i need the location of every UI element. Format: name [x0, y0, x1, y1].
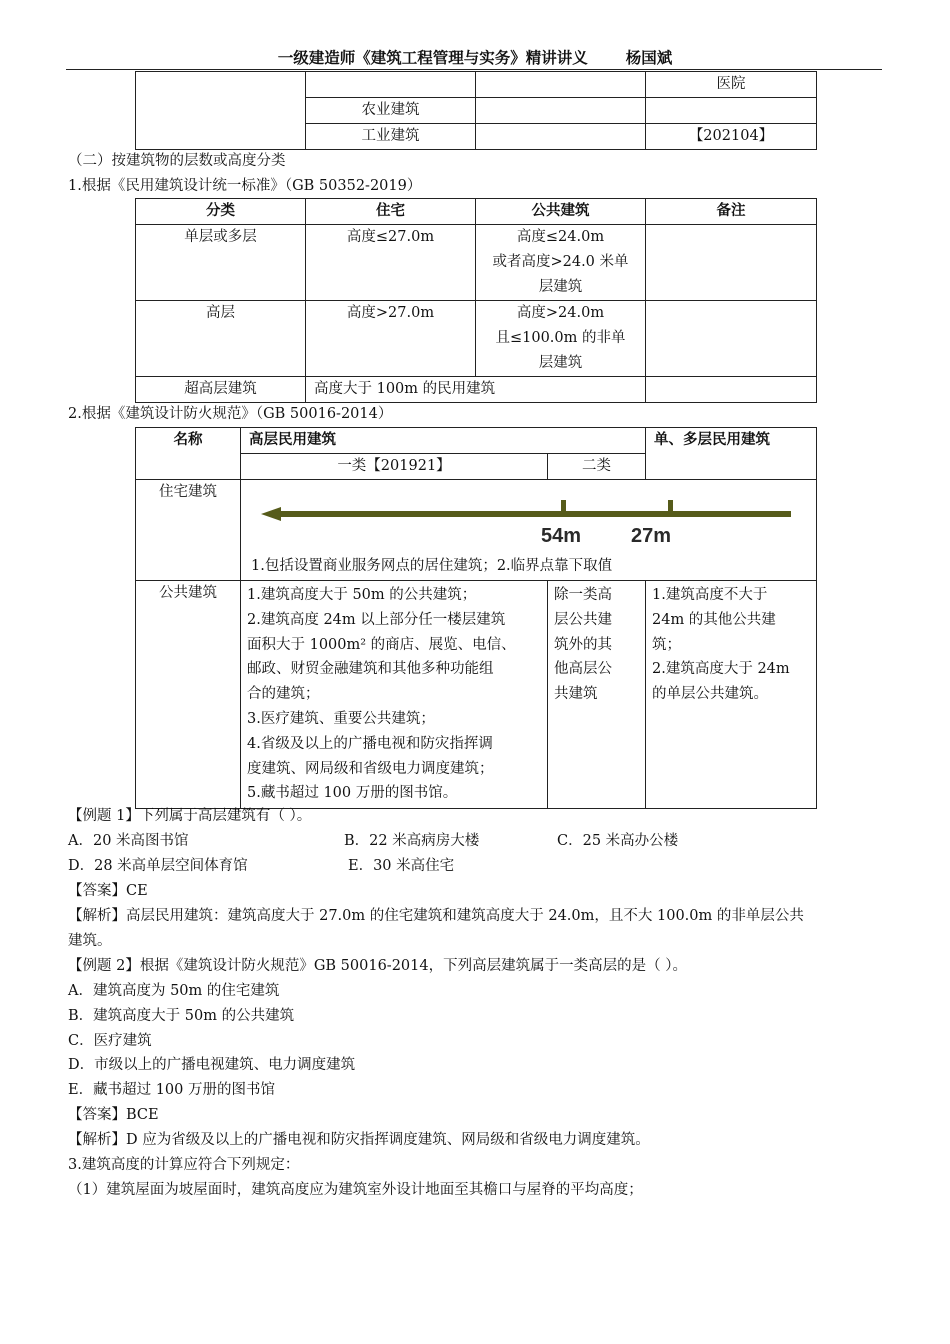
table-cell: 【202104】 [646, 124, 817, 150]
header-author: 杨国斌 [625, 49, 673, 67]
arrow-head-icon [261, 507, 281, 521]
arrow-label-27m: 27m [631, 525, 672, 547]
example2-option-a: A．建筑高度为 50m 的住宅建筑 [68, 983, 280, 999]
arrow-label-54m: 54m [541, 525, 582, 547]
example1-option-a: A．20 米高图书馆 [68, 833, 189, 849]
example1-option-c: C．25 米高办公楼 [557, 833, 679, 849]
tick-27m [668, 500, 673, 512]
cell-line: 高度>24.0m [516, 305, 605, 321]
table-cell [136, 72, 306, 150]
row-label: 住宅建筑 [136, 480, 241, 581]
cell-line: 的单层公共建筑。 [652, 686, 768, 703]
cell-line: 2.建筑高度 24m 以上部分任一楼层建筑 [247, 611, 506, 628]
cell-line: 合的建筑； [247, 686, 320, 703]
tick-54m [561, 500, 566, 512]
example2-option-e: E．藏书超过 100 万册的图书馆 [68, 1082, 275, 1098]
table-cell [476, 98, 646, 124]
table-cell [646, 377, 817, 403]
column-header: 二类 [548, 454, 646, 480]
example2-answer: 【答案】BCE [68, 1107, 159, 1123]
cell-line: 高度≤24.0m [516, 229, 605, 245]
example1-option-b: B．22 米高病房大楼 [344, 833, 480, 849]
subsection-heading: 1.根据《民用建筑设计统一标准》（GB 50352-2019） [68, 178, 422, 194]
table-cell: 单层或多层 [136, 225, 306, 301]
example2-option-d: D．市级以上的广播电视建筑、电力调度建筑 [68, 1057, 356, 1073]
public-class1-cell [241, 581, 548, 809]
building-use-table-continued [135, 71, 817, 150]
column-header: 一类【201921】 [241, 454, 548, 480]
example2-option-b: B．建筑高度大于 50m 的公共建筑 [68, 1008, 295, 1024]
table-cell [306, 72, 476, 98]
height-arrow-diagram [241, 480, 815, 554]
public-low-rise-cell [646, 581, 817, 809]
example1-question: 【例题 1】下列属于高层建筑有（ ）。 [68, 808, 312, 824]
table-cell [476, 72, 646, 98]
cell-line: 筑； [652, 636, 681, 653]
table-cell [646, 301, 817, 377]
cell-line: 2.建筑高度大于 24m [652, 661, 790, 678]
table-cell [646, 225, 817, 301]
cell-line: 4.省级及以上的广播电视和防灾指挥调 [247, 735, 493, 752]
cell-line: 1.建筑高度不大于 [652, 587, 768, 603]
example1-explanation-cont: 建筑。 [68, 933, 112, 949]
fire-code-classification-table [135, 427, 817, 809]
example1-option-d: D．28 米高单层空间体育馆 [68, 858, 248, 874]
column-header: 公共建筑 [476, 199, 646, 225]
cell-line: 或者高度>24.0 米单 [492, 254, 629, 270]
height-classification-table [135, 198, 817, 403]
cell-line: 层公共建 [554, 611, 612, 628]
table-cell [646, 98, 817, 124]
cell-line: 共建筑 [554, 686, 598, 703]
rule-paragraph: （1）建筑屋面为坡屋面时，建筑高度应为建筑室外设计地面至其檐口与屋脊的平均高度； [68, 1182, 643, 1198]
column-header: 住宅 [306, 199, 476, 225]
example2-option-c: C．医疗建筑 [68, 1033, 152, 1049]
arrow-shaft [279, 511, 791, 517]
subsection-heading: 3.建筑高度的计算应符合下列规定： [68, 1157, 300, 1173]
table-cell: 高度≤27.0m [306, 225, 476, 301]
cell-line: 他高层公 [554, 661, 612, 678]
cell-line: 除一类高 [554, 587, 612, 603]
table-cell [476, 301, 646, 377]
column-header: 高层民用建筑 [241, 428, 646, 454]
table-cell: 工业建筑 [306, 124, 476, 150]
column-header: 单、多层民用建筑 [646, 428, 817, 480]
residential-note: 1.包括设置商业服务网点的居住建筑；2.临界点靠下取值 [251, 558, 613, 574]
column-header: 分类 [136, 199, 306, 225]
subsection-heading: 2.根据《建筑设计防火规范》（GB 50016-2014） [68, 406, 393, 422]
table-cell: 高度大于 100m 的民用建筑 [306, 377, 646, 403]
example2-question: 【例题 2】根据《建筑设计防火规范》GB 50016-2014，下列高层建筑属于一类高层的是（ ）。 [68, 958, 687, 974]
header-rule [66, 69, 882, 70]
cell-line: 3.医疗建筑、重要公共建筑； [247, 710, 435, 727]
cell-line: 度建筑、网局级和省级电力调度建筑； [247, 760, 494, 777]
example2-explanation: 【解析】D 应为省级及以上的广播电视和防灾指挥调度建筑、网局级和省级电力调度建筑。 [68, 1132, 650, 1148]
table-cell: 高度>27.0m [306, 301, 476, 377]
table-cell: 农业建筑 [306, 98, 476, 124]
cell-line: 筑外的其 [554, 636, 612, 653]
table-cell [476, 124, 646, 150]
residential-height-cell [241, 480, 817, 581]
cell-line: 层建筑 [538, 279, 583, 295]
example1-answer: 【答案】CE [68, 883, 148, 899]
cell-line: 层建筑 [538, 355, 583, 371]
cell-line: 1.建筑高度大于 50m 的公共建筑； [247, 587, 477, 603]
cell-line: 面积大于 1000m² 的商店、展览、电信、 [247, 636, 516, 653]
table-cell: 医院 [646, 72, 817, 98]
row-label: 公共建筑 [136, 581, 241, 809]
column-header: 备注 [646, 199, 817, 225]
page-header [0, 46, 950, 68]
header-title: 一级建造师《建筑工程管理与实务》精讲讲义 [277, 49, 588, 67]
table-cell: 超高层建筑 [136, 377, 306, 403]
cell-line: 且≤100.0m 的非单 [495, 330, 626, 346]
example1-option-e: E．30 米高住宅 [348, 858, 455, 874]
cell-line: 5.藏书超过 100 万册的图书馆。 [247, 785, 458, 802]
cell-line: 邮政、财贸金融建筑和其他多种功能组 [247, 661, 494, 678]
cell-line: 24m 的其他公共建 [652, 611, 776, 628]
table-cell: 高层 [136, 301, 306, 377]
public-class2-cell [548, 581, 646, 809]
column-header: 名称 [136, 428, 241, 480]
section-heading: （二）按建筑物的层数或高度分类 [68, 153, 286, 169]
example1-explanation: 【解析】高层民用建筑：建筑高度大于 27.0m 的住宅建筑和建筑高度大于 24.0m，且不大 100.0m 的非单层公共 [68, 908, 804, 924]
table-cell [476, 225, 646, 301]
